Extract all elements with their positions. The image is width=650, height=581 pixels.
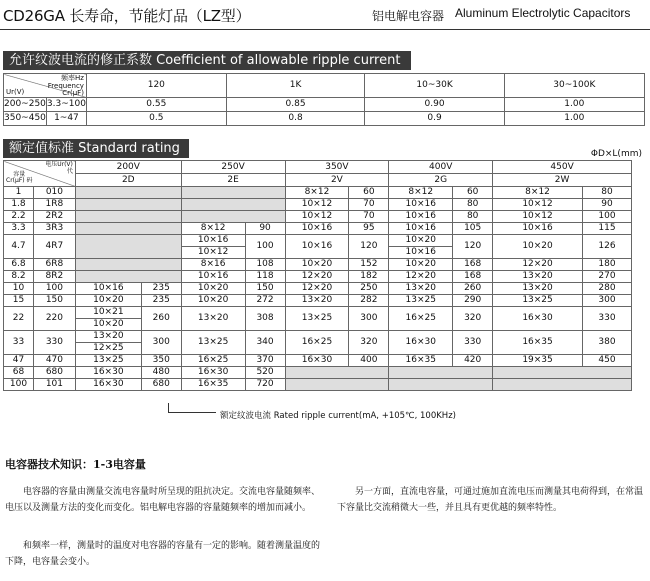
size: 8×16 xyxy=(181,259,245,271)
capacitance: 3.3 xyxy=(4,223,34,235)
ripple: 80 xyxy=(582,187,631,199)
dimension-unit-note: ΦD×L(mm) xyxy=(590,149,642,159)
coef-value: 0.55 xyxy=(86,98,226,112)
size: 16×30 xyxy=(181,367,245,379)
size: 13×25 xyxy=(181,331,245,355)
ripple: 340 xyxy=(245,331,285,355)
empty-cell xyxy=(285,367,389,379)
ripple: 280 xyxy=(582,283,631,295)
capacitance: 22 xyxy=(4,307,34,331)
ripple: 70 xyxy=(349,211,389,223)
ripple: 120 xyxy=(453,235,493,259)
capacitance: 68 xyxy=(4,367,34,379)
cap-code: 6R8 xyxy=(33,259,75,271)
size: 10×20 xyxy=(181,295,245,307)
empty-cell xyxy=(493,379,632,391)
size: 12×20 xyxy=(285,283,349,295)
coef-value: 1.00 xyxy=(504,112,644,126)
size: 12×25 xyxy=(75,343,141,355)
ripple: 272 xyxy=(245,295,285,307)
freq-header: 10~30K xyxy=(365,74,504,98)
cap-code: 150 xyxy=(33,295,75,307)
cap-range: 1~47 xyxy=(46,112,86,126)
ripple: 480 xyxy=(141,367,181,379)
capacitance: 8.2 xyxy=(4,271,34,283)
size: 10×20 xyxy=(181,283,245,295)
ripple: 180 xyxy=(582,259,631,271)
size: 13×25 xyxy=(75,355,141,367)
ripple: 70 xyxy=(349,199,389,211)
voltage-header: 350V xyxy=(285,161,389,174)
cap-code: 010 xyxy=(33,187,75,199)
ripple: 100 xyxy=(245,235,285,259)
ripple-section-title: 允许纹波电流的修正系数 Coefficient of allowable ripple current xyxy=(3,51,411,70)
cap-code: 8R2 xyxy=(33,271,75,283)
ripple: 320 xyxy=(453,307,493,331)
ripple: 90 xyxy=(245,223,285,235)
ripple: 152 xyxy=(349,259,389,271)
ripple: 108 xyxy=(245,259,285,271)
size: 16×35 xyxy=(181,379,245,391)
freq-header: 120 xyxy=(86,74,226,98)
empty-cell xyxy=(75,235,181,259)
ripple: 60 xyxy=(349,187,389,199)
coef-value: 0.85 xyxy=(226,98,365,112)
size: 12×20 xyxy=(389,271,453,283)
ripple: 118 xyxy=(245,271,285,283)
ripple: 400 xyxy=(349,355,389,367)
size: 10×20 xyxy=(285,259,349,271)
ripple: 182 xyxy=(349,271,389,283)
size: 10×16 xyxy=(493,223,583,235)
ripple: 235 xyxy=(141,283,181,295)
capacitance: 4.7 xyxy=(4,235,34,259)
size: 13×25 xyxy=(389,295,453,307)
capacitance: 1 xyxy=(4,187,34,199)
capacitance: 47 xyxy=(4,355,34,367)
ripple: 420 xyxy=(453,355,493,367)
ripple: 290 xyxy=(453,295,493,307)
capacitance: 6.8 xyxy=(4,259,34,271)
voltage-code: 2D xyxy=(75,174,181,187)
ripple-legend: 额定纹波电流 Rated ripple current(mA, +105℃, 100KHz) xyxy=(220,411,456,421)
size: 13×20 xyxy=(389,283,453,295)
cap-code: 2R2 xyxy=(33,211,75,223)
ripple: 80 xyxy=(453,199,493,211)
voltage-range: 350~450 xyxy=(4,112,47,126)
size: 13×25 xyxy=(285,307,349,331)
ripple-corner-cell: 频率Hz Frequency Cr(μF) Ur(V) xyxy=(4,74,87,98)
ripple: 260 xyxy=(141,307,181,331)
ripple: 370 xyxy=(245,355,285,367)
size: 13×20 xyxy=(493,271,583,283)
coef-value: 0.8 xyxy=(226,112,365,126)
ripple: 150 xyxy=(245,283,285,295)
capacitance: 10 xyxy=(4,283,34,295)
size: 10×20 xyxy=(75,295,141,307)
coef-value: 0.5 xyxy=(86,112,226,126)
ripple: 380 xyxy=(582,331,631,355)
empty-cell xyxy=(389,367,493,379)
size: 16×25 xyxy=(181,355,245,367)
size: 16×35 xyxy=(493,331,583,355)
size: 10×16 xyxy=(285,223,349,235)
cap-code: 220 xyxy=(33,307,75,331)
size: 8×12 xyxy=(285,187,349,199)
voltage-header: 200V xyxy=(75,161,181,174)
size: 10×16 xyxy=(181,235,245,247)
size: 13×20 xyxy=(181,307,245,331)
page-title: CD26GA 长寿命，节能灯品（LZ型） xyxy=(3,7,251,25)
empty-cell xyxy=(75,187,181,199)
cap-code: 100 xyxy=(33,283,75,295)
size: 13×25 xyxy=(493,295,583,307)
voltage-code: 2G xyxy=(389,174,493,187)
size: 10×21 xyxy=(75,307,141,319)
empty-cell xyxy=(75,223,181,235)
cap-code: 680 xyxy=(33,367,75,379)
size: 13×20 xyxy=(285,295,349,307)
tech-title: 电容器技术知识：1-3电容量 xyxy=(5,458,146,471)
capacitance: 1.8 xyxy=(4,199,34,211)
ripple: 168 xyxy=(453,271,493,283)
size: 16×30 xyxy=(285,355,349,367)
cap-code: 4R7 xyxy=(33,235,75,259)
size: 10×12 xyxy=(285,211,349,223)
size: 10×20 xyxy=(389,259,453,271)
ripple: 250 xyxy=(349,283,389,295)
voltage-code: 2W xyxy=(493,174,632,187)
capacitance: 15 xyxy=(4,295,34,307)
cap-code: 101 xyxy=(33,379,75,391)
cap-code: 1R8 xyxy=(33,199,75,211)
page-header xyxy=(0,0,650,30)
size: 16×25 xyxy=(285,331,349,355)
size: 16×30 xyxy=(493,307,583,331)
ripple: 260 xyxy=(453,283,493,295)
ripple: 126 xyxy=(582,235,631,259)
capacitance: 100 xyxy=(4,379,34,391)
size: 10×12 xyxy=(493,199,583,211)
voltage-range: 200~250 xyxy=(4,98,47,112)
empty-cell xyxy=(493,367,632,379)
size: 10×16 xyxy=(75,283,141,295)
size: 8×12 xyxy=(181,223,245,235)
ripple: 235 xyxy=(141,295,181,307)
coef-value: 0.90 xyxy=(365,98,504,112)
empty-cell xyxy=(181,187,285,199)
size: 10×16 xyxy=(389,247,453,259)
size: 8×12 xyxy=(493,187,583,199)
empty-cell xyxy=(181,199,285,211)
tech-paragraph-3: 另一方面，直流电容量，可通过施加直流电压而测量其电荷得到，在常温下容量比交流稍微大一些，并且具有更优越的频率特性。 xyxy=(337,487,644,513)
size: 10×16 xyxy=(181,271,245,283)
voltage-code: 2E xyxy=(181,174,285,187)
size: 10×12 xyxy=(493,211,583,223)
ripple: 95 xyxy=(349,223,389,235)
ripple: 320 xyxy=(349,331,389,355)
ripple: 330 xyxy=(582,307,631,331)
ripple-coefficient-table xyxy=(3,73,645,126)
tech-paragraph-1: 电容器的容量由测量交流电容量时所呈现的阻抗决定。交流电容量随频率、电压以及测量方法的变化而变化。铝电解电容器的容量随频率的增加而减小。 xyxy=(5,487,321,513)
empty-cell xyxy=(75,259,181,271)
category-en: Aluminum Electrolytic Capacitors xyxy=(455,6,631,20)
ripple: 168 xyxy=(453,259,493,271)
size: 16×35 xyxy=(389,355,453,367)
coef-value: 0.9 xyxy=(365,112,504,126)
size: 10×16 xyxy=(285,235,349,259)
cap-code: 330 xyxy=(33,331,75,355)
cap-range: 3.3~100 xyxy=(46,98,86,112)
size: 16×30 xyxy=(75,367,141,379)
size: 12×20 xyxy=(285,271,349,283)
size: 16×25 xyxy=(389,307,453,331)
ripple: 270 xyxy=(582,271,631,283)
size: 10×16 xyxy=(389,199,453,211)
ripple: 282 xyxy=(349,295,389,307)
empty-cell xyxy=(75,211,181,223)
empty-cell xyxy=(75,271,181,283)
ripple: 450 xyxy=(582,355,631,367)
ripple: 80 xyxy=(453,211,493,223)
empty-cell xyxy=(75,199,181,211)
cap-code: 470 xyxy=(33,355,75,367)
standard-section-title: 额定值标准 Standard rating xyxy=(3,139,189,158)
ripple: 90 xyxy=(582,199,631,211)
voltage-code: 2V xyxy=(285,174,389,187)
ripple: 120 xyxy=(349,235,389,259)
standard-rating-table xyxy=(3,160,632,391)
size: 10×20 xyxy=(75,319,141,331)
size: 10×12 xyxy=(181,247,245,259)
size: 13×20 xyxy=(493,283,583,295)
size: 10×20 xyxy=(493,235,583,259)
ripple: 680 xyxy=(141,379,181,391)
size: 16×30 xyxy=(389,331,453,355)
size: 19×35 xyxy=(493,355,583,367)
ripple: 115 xyxy=(582,223,631,235)
voltage-header: 450V xyxy=(493,161,632,174)
freq-header: 30~100K xyxy=(504,74,644,98)
ripple: 60 xyxy=(453,187,493,199)
size: 10×20 xyxy=(389,235,453,247)
capacitance: 2.2 xyxy=(4,211,34,223)
ripple: 100 xyxy=(582,211,631,223)
ripple: 300 xyxy=(349,307,389,331)
ripple: 105 xyxy=(453,223,493,235)
size: 10×16 xyxy=(389,211,453,223)
ripple: 330 xyxy=(453,331,493,355)
ripple: 308 xyxy=(245,307,285,331)
rating-corner-cell: 电压Ur(V) 代 容量 Cr(μF) 码 xyxy=(4,161,76,187)
size: 8×12 xyxy=(389,187,453,199)
size: 10×16 xyxy=(389,223,453,235)
empty-cell xyxy=(181,211,285,223)
ripple: 300 xyxy=(582,295,631,307)
cap-code: 3R3 xyxy=(33,223,75,235)
empty-cell xyxy=(389,379,493,391)
freq-header: 1K xyxy=(226,74,365,98)
ripple: 350 xyxy=(141,355,181,367)
size: 12×20 xyxy=(493,259,583,271)
capacitance: 33 xyxy=(4,331,34,355)
size: 16×30 xyxy=(75,379,141,391)
size: 13×20 xyxy=(75,331,141,343)
empty-cell xyxy=(285,379,389,391)
ripple: 520 xyxy=(245,367,285,379)
ripple: 720 xyxy=(245,379,285,391)
category-cn: 铝电解电容器 xyxy=(372,9,445,23)
size: 10×12 xyxy=(285,199,349,211)
voltage-header: 400V xyxy=(389,161,493,174)
tech-paragraph-2: 和频率一样，测量时的温度对电容器的容量有一定的影响。随着测量温度的下降，电容量会变小。 xyxy=(5,541,321,567)
coef-value: 1.00 xyxy=(504,98,644,112)
voltage-header: 250V xyxy=(181,161,285,174)
ripple: 300 xyxy=(141,331,181,355)
legend-pointer-line xyxy=(168,403,216,413)
